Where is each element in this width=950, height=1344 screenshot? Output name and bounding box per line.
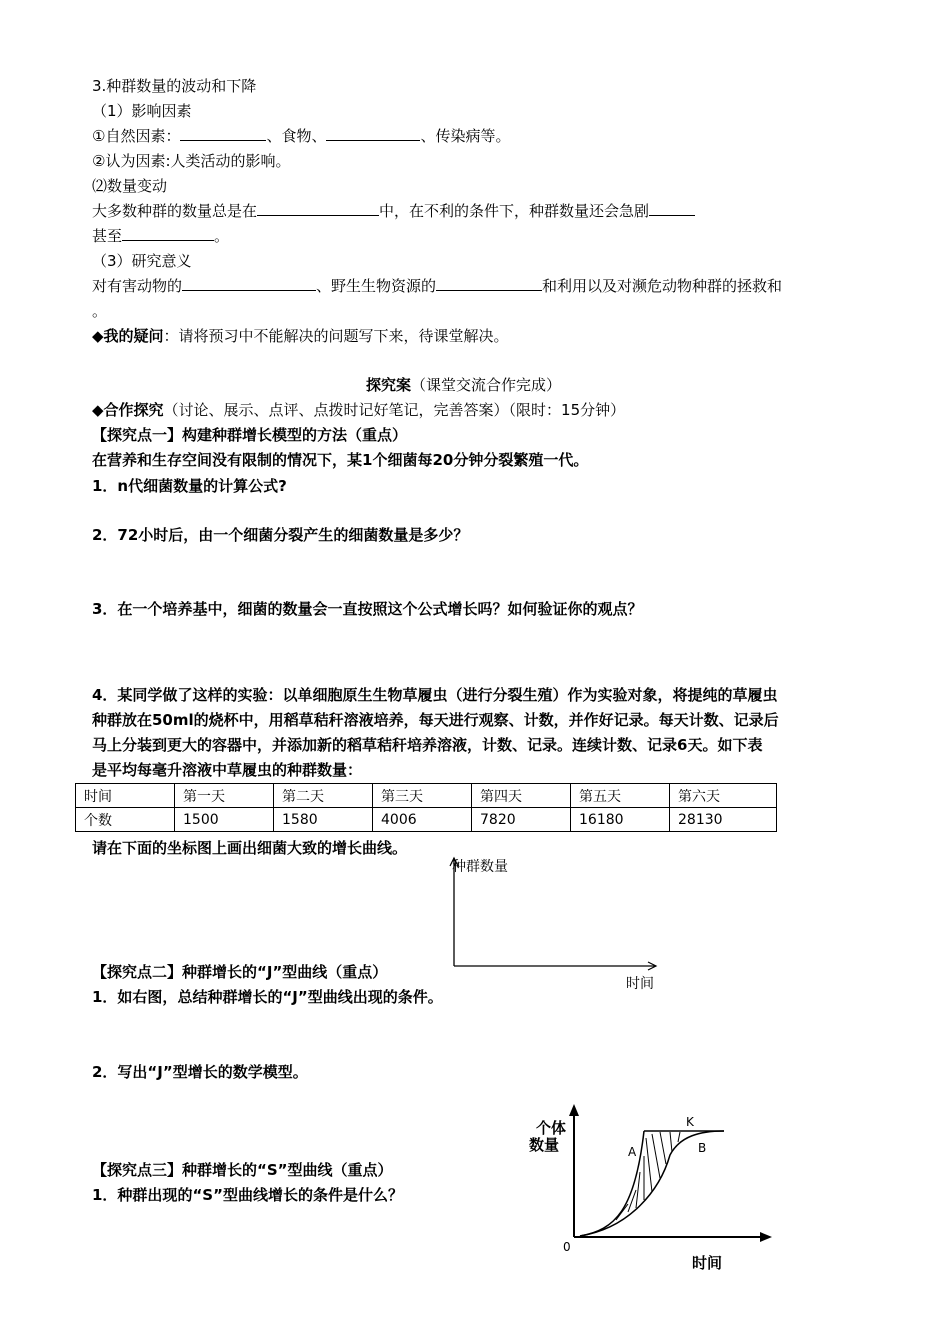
table-cell: 1580 (274, 808, 373, 832)
population-table (75, 783, 777, 832)
axes1-y-label: 种群数量 (452, 859, 508, 875)
graph2-x-label: 时间 (692, 1254, 723, 1272)
graph2-y-label-2: 数量 (529, 1136, 560, 1154)
blank-7[interactable] (436, 276, 542, 291)
point3-heading: 【探究点三】种群增长的“S”型曲线（重点） (92, 1161, 393, 1179)
table-cell: 第三天 (373, 784, 472, 808)
blank-1[interactable] (180, 126, 266, 141)
blank-5[interactable] (122, 226, 214, 241)
graph2-origin-label: 0 (563, 1240, 571, 1254)
blank-4[interactable] (649, 201, 695, 216)
graph2-y-label-1: 个体 (536, 1119, 567, 1137)
meaning-end: 。 (92, 302, 108, 320)
point1-intro: 在营养和生存空间没有限制的情况下，某1个细菌每20分钟分裂繁殖一代。 (92, 451, 589, 469)
table-cell: 1500 (175, 808, 274, 832)
section3-title: 3.种群数量的波动和下降 (92, 77, 257, 95)
change-heading: ⑵数量变动 (92, 177, 168, 195)
point2-heading: 【探究点二】种群增长的“J”型曲线（重点） (92, 963, 388, 981)
table-cell: 第四天 (472, 784, 571, 808)
blank-2[interactable] (326, 126, 420, 141)
table-cell: 第二天 (274, 784, 373, 808)
explore-title: 探究案（课堂交流合作完成） (366, 376, 562, 394)
table-cell: 28130 (670, 808, 777, 832)
question-4-line-2: 种群放在50ml的烧杯中，用稻草秸秆溶液培养，每天进行观察、计数，并作好记录。每天计数、记录后 (92, 711, 779, 729)
meaning-heading: （3）研究意义 (92, 252, 192, 270)
table-header-row (76, 784, 777, 808)
shaded-area (616, 1132, 680, 1220)
point2-question-2: 2．写出“J”型增长的数学模型。 (92, 1063, 308, 1081)
question-3: 3．在一个培养基中，细菌的数量会一直按照这个公式增长吗？如何验证你的观点？ (92, 600, 643, 618)
table-cell: 时间 (76, 784, 175, 808)
table-cell: 16180 (571, 808, 670, 832)
graph2-b-label: B (698, 1141, 707, 1155)
draw-prompt: 请在下面的坐标图上画出细菌大致的增长曲线。 (92, 839, 408, 857)
question-4-line-4: 是平均每毫升溶液中草履虫的种群数量： (92, 761, 363, 779)
point3-question-1: 1．种群出现的“S”型曲线增长的条件是什么？ (92, 1186, 403, 1204)
change-line-2: 甚至 。 (92, 227, 230, 245)
factors-heading: （1）影响因素 (92, 102, 192, 120)
table-cell: 4006 (373, 808, 472, 832)
table-cell: 第五天 (571, 784, 670, 808)
table-row (76, 808, 777, 832)
table-cell: 第六天 (670, 784, 777, 808)
human-factors-line: ②认为因素:人类活动的影响。 (92, 152, 291, 170)
graph2-a-label: A (628, 1145, 637, 1159)
doubt-line: ◆我的疑问：请将预习中不能解决的问题写下来，待课堂解决。 (92, 327, 509, 345)
graph2-k-label: K (686, 1115, 694, 1129)
table-cell: 个数 (76, 808, 175, 832)
table-cell: 第一天 (175, 784, 274, 808)
point1-heading: 【探究点一】构建种群增长模型的方法（重点） (92, 426, 408, 444)
question-1: 1．n代细菌数量的计算公式? (92, 477, 287, 495)
question-4-line-3: 马上分装到更大的容器中，并添加新的稻草秸秆培养溶液，计数、记录。连续计数、记录6天。如下表 (92, 736, 763, 754)
question-4-line-1: 4．某同学做了这样的实验：以单细胞原生生物草履虫（进行分裂生殖）作为实验对象，将提纯的草履虫 (92, 686, 778, 704)
blank-6[interactable] (182, 276, 316, 291)
y-axis-arrow (569, 1104, 579, 1116)
point2-question-1: 1．如右图，总结种群增长的“J”型曲线出现的条件。 (92, 988, 443, 1006)
blank-3[interactable] (257, 201, 379, 216)
coop-line: ◆合作探究（讨论、展示、点评、点拨时记好笔记，完善答案）（限时：15分钟） (92, 401, 626, 419)
table-cell: 7820 (472, 808, 571, 832)
question-2: 2．72小时后，由一个细菌分裂产生的细菌数量是多少？ (92, 526, 469, 544)
change-line-1: 大多数种群的数量总是在 中，在不利的条件下，种群数量还会急剧 (92, 201, 695, 221)
natural-factors-line: ①自然因素： 、食物、 、传染病等。 (92, 127, 511, 145)
meaning-line: 对有害动物的 、野生生物资源的 和利用以及对濒危动物种群的拯救和 (92, 277, 783, 295)
axes1-x-label: 时间 (626, 976, 654, 992)
x-axis-arrow (760, 1232, 772, 1242)
